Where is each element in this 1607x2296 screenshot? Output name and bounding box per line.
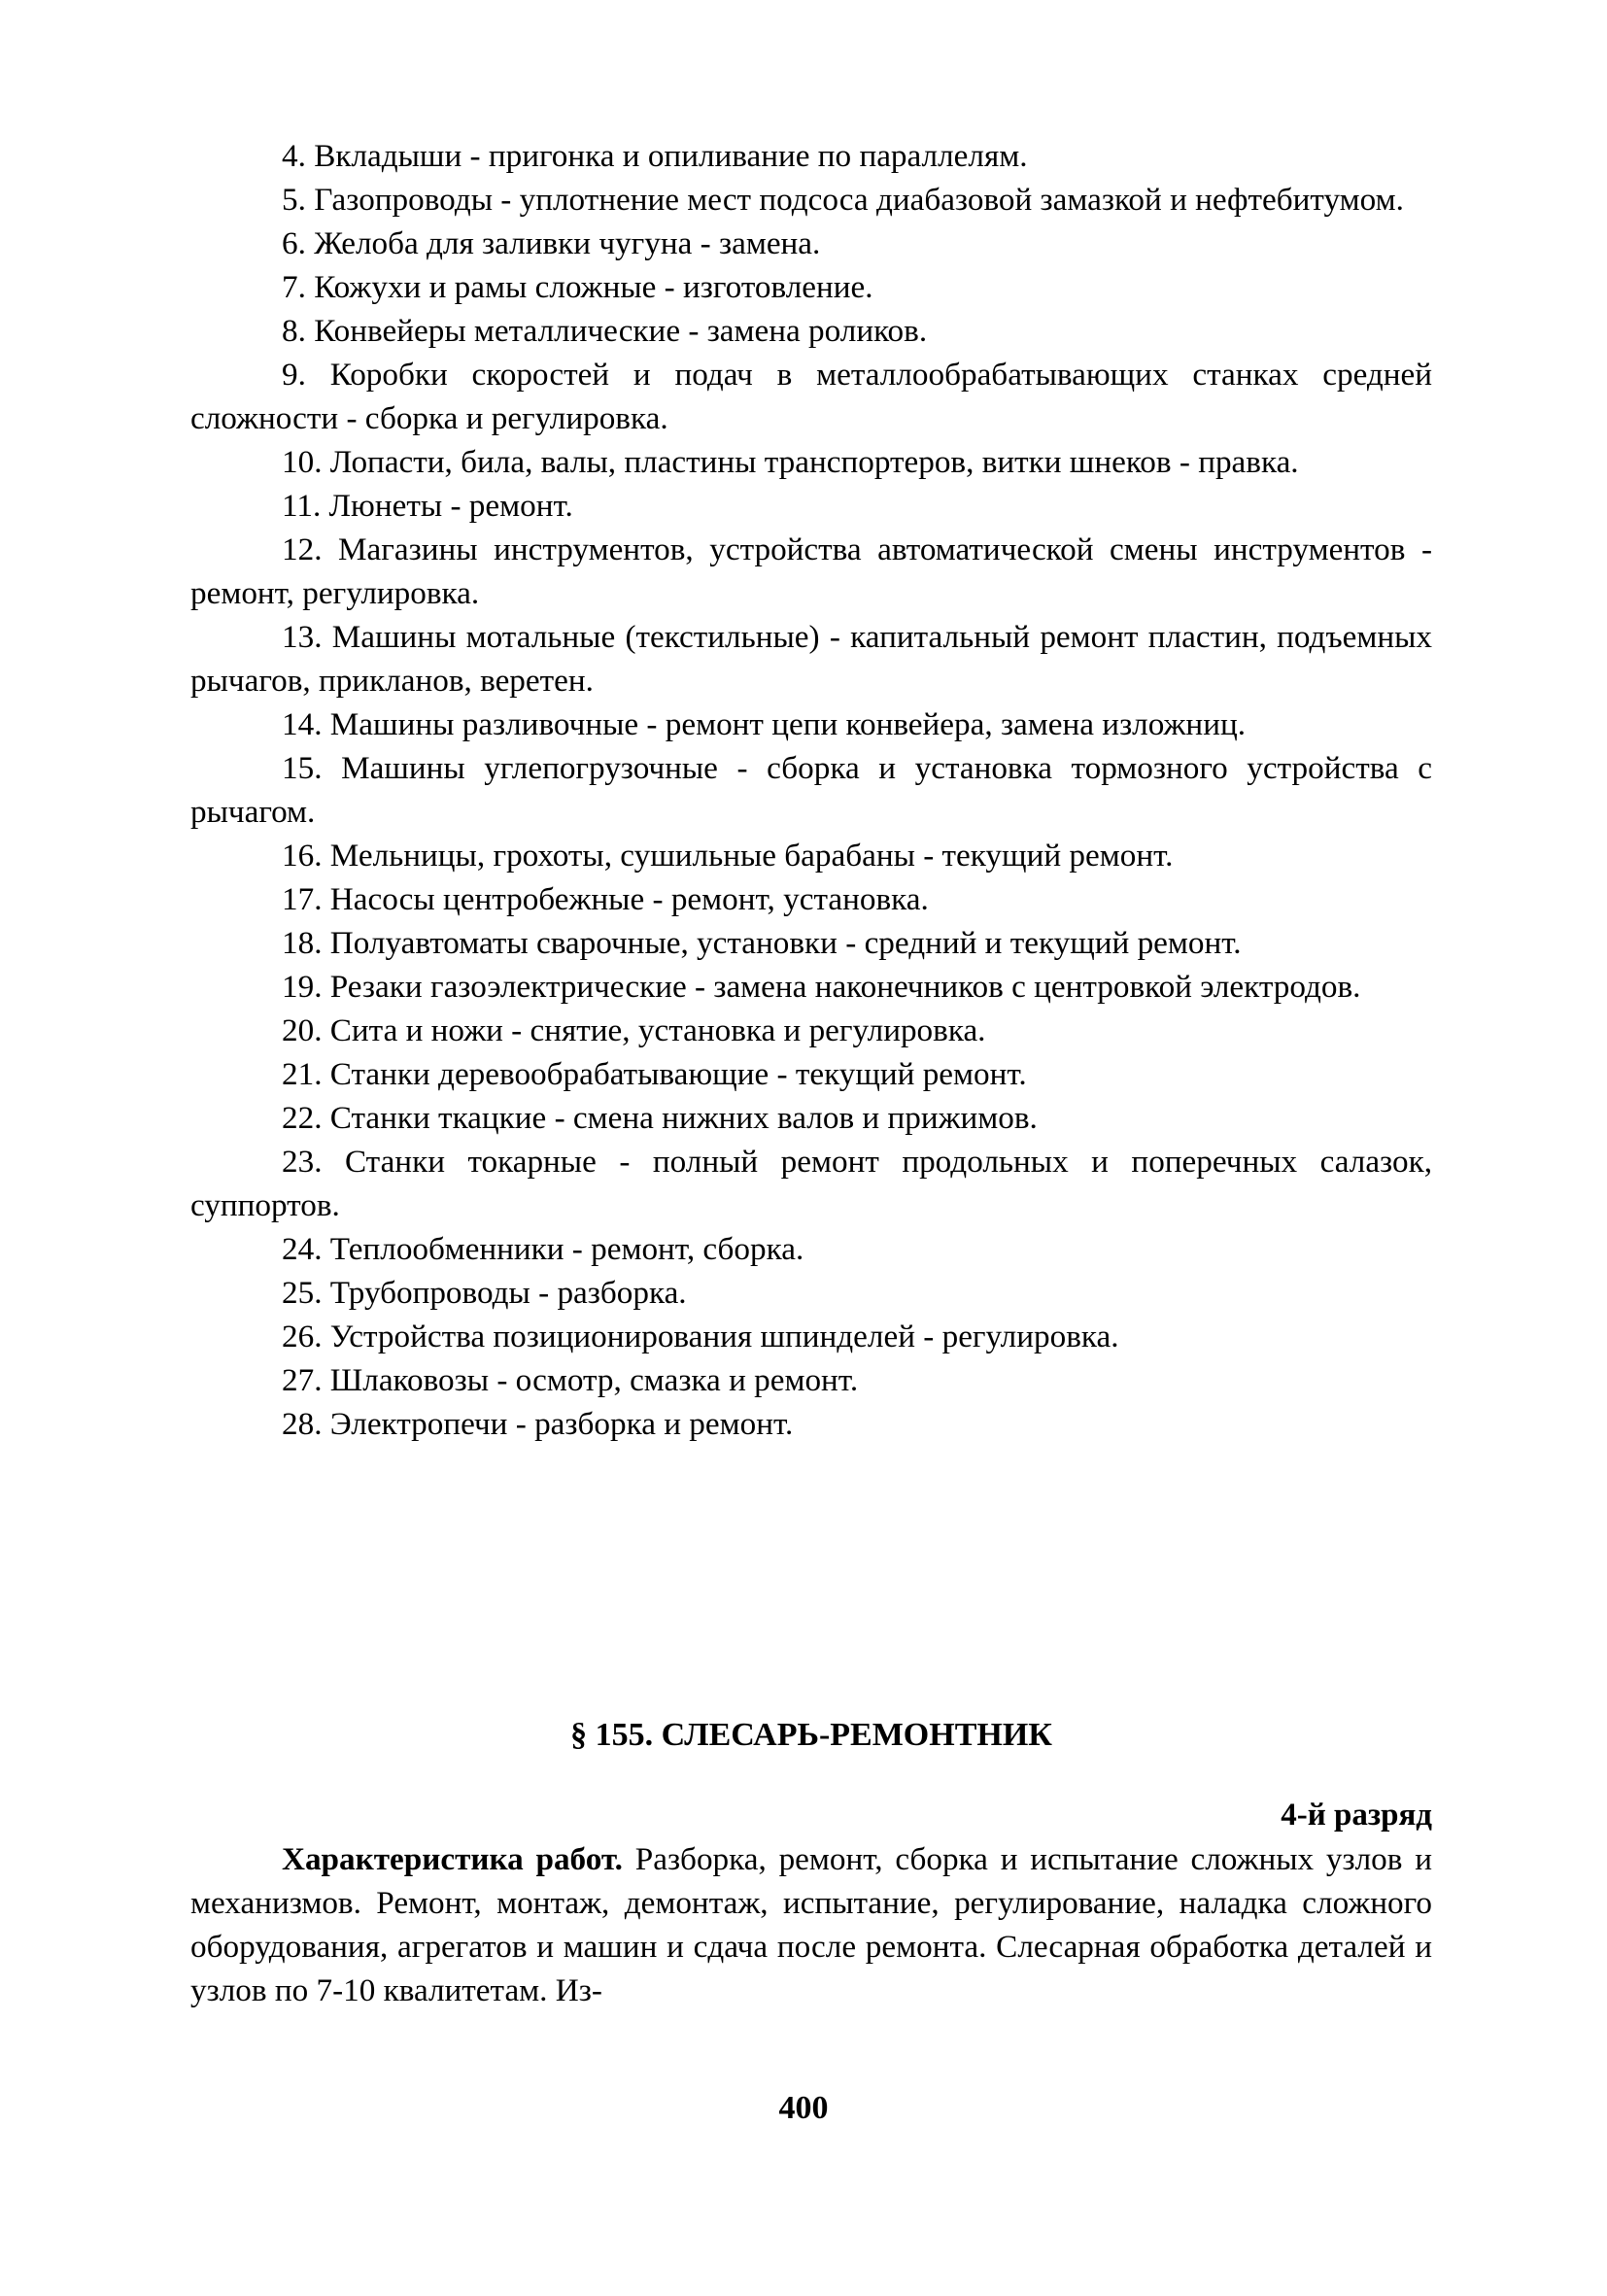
list-item: 18. Полуавтоматы сварочные, установки - средний и текущий ремонт. bbox=[282, 925, 1242, 961]
list-item: 7. Кожухи и рамы сложные - изготовление. bbox=[282, 269, 873, 305]
list-item: 26. Устройства позиционирования шпинделей - регулировка. bbox=[282, 1319, 1119, 1354]
list-item: 10. Лопасти, била, валы, пластины транспортеров, витки шнеков - правка. bbox=[282, 444, 1299, 480]
grade-heading: 4-й разряд bbox=[1281, 1798, 1432, 1833]
list-item: 9. Коробки скоростей и подач в металлообрабатывающих станках средней сложности - сборка и регулировка. bbox=[190, 357, 1432, 436]
section-title: § 155. СЛЕСАРЬ-РЕМОНТНИК bbox=[570, 1717, 1052, 1753]
work-examples-list bbox=[190, 134, 1432, 1446]
list-item: 6. Желоба для заливки чугуна - замена. bbox=[282, 225, 821, 261]
list-item: 19. Резаки газоэлектрические - замена наконечников с центровкой электродов. bbox=[282, 969, 1361, 1005]
list-item: 27. Шлаковозы - осмотр, смазка и ремонт. bbox=[282, 1362, 859, 1398]
characteristics-text: Разборка, ремонт, сборка и испытание сложных узлов и механизмов. Ремонт, монтаж, демонтаж, испытание, регулирование, наладка сложного оборудования, агрегатов и машин и сдача после ремонта. Слесарная обработка деталей и узлов по 7-10 квалитетам. Из- bbox=[190, 1841, 1432, 2008]
characteristics-label: Характеристика работ. bbox=[282, 1841, 623, 1877]
list-item: 16. Мельницы, грохоты, сушильные барабаны - текущий ремонт. bbox=[282, 838, 1174, 874]
list-item: 23. Станки токарные - полный ремонт продольных и поперечных салазок, суппортов. bbox=[190, 1144, 1432, 1223]
list-item: 28. Электропечи - разборка и ремонт. bbox=[282, 1406, 794, 1442]
list-item: 15. Машины углепогрузочные - сборка и установка тормозного устройства с рычагом. bbox=[190, 750, 1432, 830]
characteristics-paragraph bbox=[190, 1837, 1432, 2012]
list-item: 25. Трубопроводы - разборка. bbox=[282, 1275, 687, 1311]
list-item: 20. Сита и ножи - снятие, установка и регулировка. bbox=[282, 1012, 986, 1048]
list-item: 21. Станки деревообрабатывающие - текущий ремонт. bbox=[282, 1056, 1027, 1092]
list-item: 24. Теплообменники - ремонт, сборка. bbox=[282, 1231, 804, 1267]
list-item: 22. Станки ткацкие - смена нижних валов и прижимов. bbox=[282, 1100, 1038, 1136]
list-item: 13. Машины мотальные (текстильные) - капитальный ремонт пластин, подъемных рычагов, прикланов, веретен. bbox=[190, 619, 1432, 699]
list-item: 8. Конвейеры металлические - замена роликов. bbox=[282, 313, 928, 349]
list-item: 11. Люнеты - ремонт. bbox=[282, 488, 573, 524]
list-item: 17. Насосы центробежные - ремонт, установка. bbox=[282, 881, 929, 917]
list-item: 5. Газопроводы - уплотнение мест подсоса диабазовой замазкой и нефтебитумом. bbox=[282, 182, 1404, 218]
page-number: 400 bbox=[778, 2090, 829, 2126]
list-item: 12. Магазины инструментов, устройства автоматической смены инструментов - ремонт, регулировка. bbox=[190, 531, 1432, 611]
list-item: 4. Вкладыши - пригонка и опиливание по параллелям. bbox=[282, 138, 1028, 174]
list-item: 14. Машины разливочные - ремонт цепи конвейера, замена изложниц. bbox=[282, 706, 1247, 742]
